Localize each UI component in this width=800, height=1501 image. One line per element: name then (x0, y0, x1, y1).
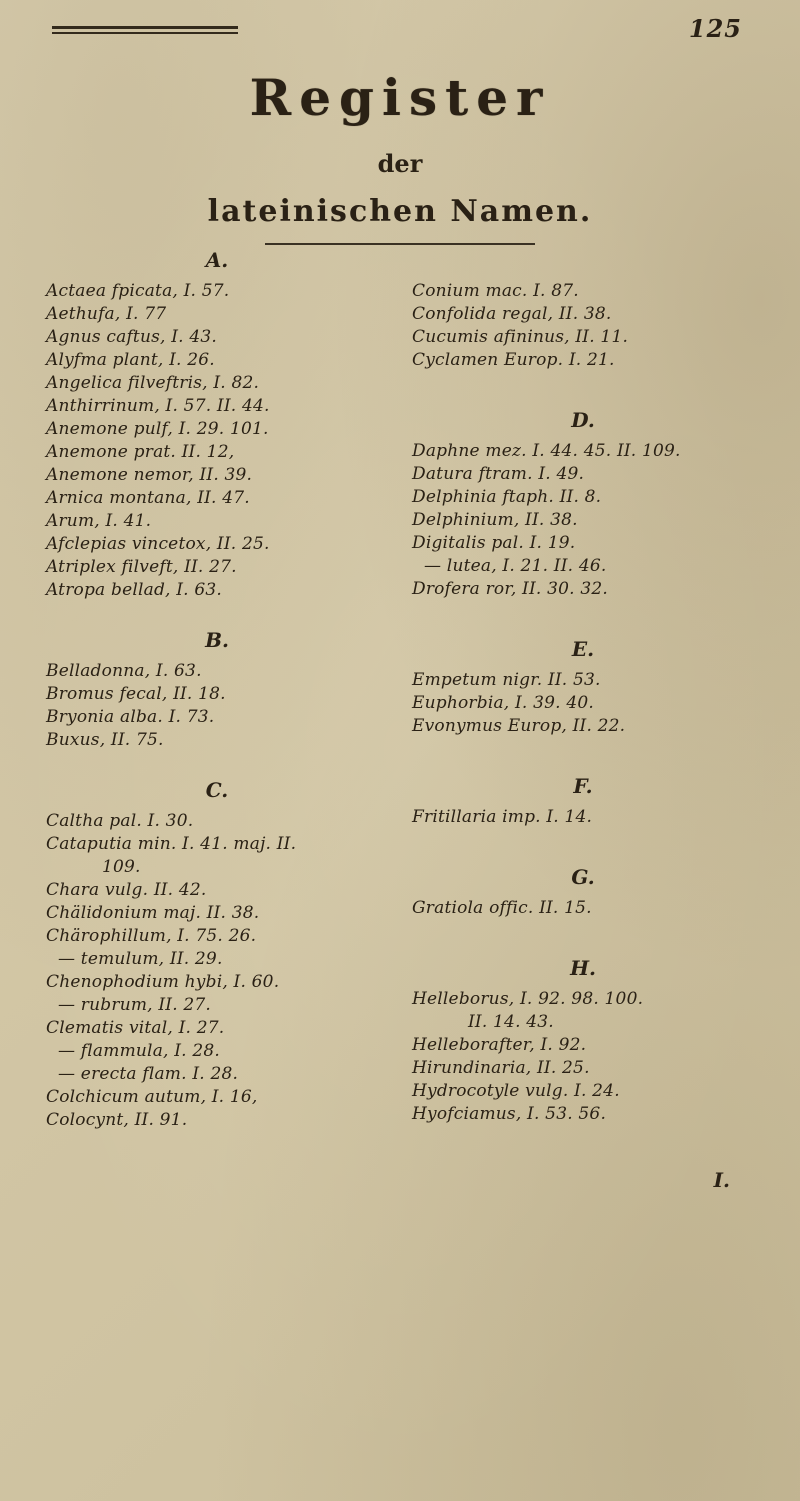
section-heading: A. (205, 248, 229, 272)
index-entry: Hyofciamus, I. 53. 56. (412, 1104, 607, 1124)
header-subtitle-der: der (377, 149, 423, 178)
index-entry: Bryonia alba. I. 73. (46, 707, 215, 727)
section-gap (412, 242, 754, 280)
section-gap (412, 829, 754, 859)
index-entry: Gratiola offic. II. 15. (412, 898, 592, 918)
index-entry: 109. (102, 857, 141, 877)
top-rule (52, 26, 238, 34)
index-entry: Chenophodium hybi, I. 60. (46, 972, 280, 992)
index-entry: — erecta flam. I. 28. (58, 1064, 239, 1084)
index-entry: Delphinia ftaph. II. 8. (412, 487, 602, 507)
index-entry: — flammula, I. 28. (58, 1041, 220, 1061)
index-entry: II. 14. 43. (468, 1012, 554, 1032)
section-heading: E. (571, 637, 595, 661)
index-entry: Caltha pal. I. 30. (46, 811, 194, 831)
index-entry: Hirundinaria, II. 25. (412, 1058, 590, 1078)
section-heading: F. (573, 774, 593, 798)
section-gap (412, 738, 754, 768)
index-entry: Helleborus, I. 92. 98. 100. (412, 989, 644, 1009)
index-entry: — temulum, II. 29. (58, 949, 223, 969)
index-entry: Clematis vital, I. 27. (46, 1018, 225, 1038)
index-entry: Buxus, II. 75. (46, 730, 164, 750)
index-entry: Bromus fecal, II. 18. (46, 684, 226, 704)
section-gap (412, 920, 754, 950)
index-entry: Delphinium, II. 38. (412, 510, 578, 530)
index-entry: Cataputia min. I. 41. maj. II. (46, 834, 297, 854)
index-entry: Cyclamen Europ. I. 21. (412, 350, 615, 370)
index-entry: Arum, I. 41. (46, 511, 152, 531)
page-title: Register (249, 68, 551, 127)
index-entry: Cucumis afininus, II. 11. (412, 327, 629, 347)
section-gap (412, 601, 754, 631)
page-header (0, 68, 800, 245)
index-entry: Chälidonium maj. II. 38. (46, 903, 260, 923)
index-entry: Evonymus Europ, II. 22. (412, 716, 626, 736)
section-heading: D. (571, 408, 595, 432)
section-gap (46, 602, 388, 622)
index-entry: Angelica filveftris, I. 82. (46, 373, 260, 393)
index-entry: Anemone nemor, II. 39. (46, 465, 253, 485)
section-heading: H. (570, 956, 596, 980)
index-column-left (46, 242, 388, 1132)
index-entry: Anthirrinum, I. 57. II. 44. (46, 396, 270, 416)
index-entry: Hydrocotyle vulg. I. 24. (412, 1081, 620, 1101)
section-gap (412, 372, 754, 402)
index-entry: — lutea, I. 21. II. 46. (424, 556, 607, 576)
index-entry: Anemone pulf, I. 29. 101. (46, 419, 269, 439)
index-entry: Arnica montana, II. 47. (46, 488, 250, 508)
index-entry: Colocynt, II. 91. (46, 1110, 188, 1130)
index-entry: Anemone prat. II. 12, (46, 442, 235, 462)
index-entry: Aethufa, I. 77 (46, 304, 167, 324)
index-entry: Datura ftram. I. 49. (412, 464, 585, 484)
index-entry: Chara vulg. II. 42. (46, 880, 207, 900)
index-entry: Empetum nigr. II. 53. (412, 670, 601, 690)
index-entry: Atriplex filveft, II. 27. (46, 557, 237, 577)
index-entry: Colchicum autum, I. 16, (46, 1087, 258, 1107)
index-entry: Helleborafter, I. 92. (412, 1035, 587, 1055)
index-entry: Confolida regal, II. 38. (412, 304, 612, 324)
index-entry: Atropa bellad, I. 63. (46, 580, 222, 600)
index-entry: Euphorbia, I. 39. 40. (412, 693, 595, 713)
signature-mark: I. (713, 1168, 730, 1192)
section-heading: B. (205, 628, 229, 652)
header-subtitle-latin-names: lateinischen Namen. (207, 194, 593, 229)
index-entry: — rubrum, II. 27. (58, 995, 212, 1015)
index-entry: Afclepias vincetox, II. 25. (46, 534, 270, 554)
page-number: 125 (688, 14, 742, 43)
index-entry: Chärophillum, I. 75. 26. (46, 926, 257, 946)
index-entry: Daphne mez. I. 44. 45. II. 109. (412, 441, 681, 461)
index-entry: Conium mac. I. 87. (412, 281, 579, 301)
index-entry: Drofera ror, II. 30. 32. (412, 579, 608, 599)
index-entry: Fritillaria imp. I. 14. (412, 807, 593, 827)
section-heading: G. (571, 865, 595, 889)
index-entry: Belladonna, I. 63. (46, 661, 202, 681)
index-entry: Agnus caftus, I. 43. (46, 327, 218, 347)
section-gap (46, 752, 388, 772)
section-heading: C. (205, 778, 229, 802)
index-entry: Alyfma plant, I. 26. (46, 350, 215, 370)
index-entry: Actaea fpicata, I. 57. (46, 281, 230, 301)
index-columns (0, 242, 800, 1132)
index-column-right (412, 242, 754, 1132)
index-entry: Digitalis pal. I. 19. (412, 533, 576, 553)
